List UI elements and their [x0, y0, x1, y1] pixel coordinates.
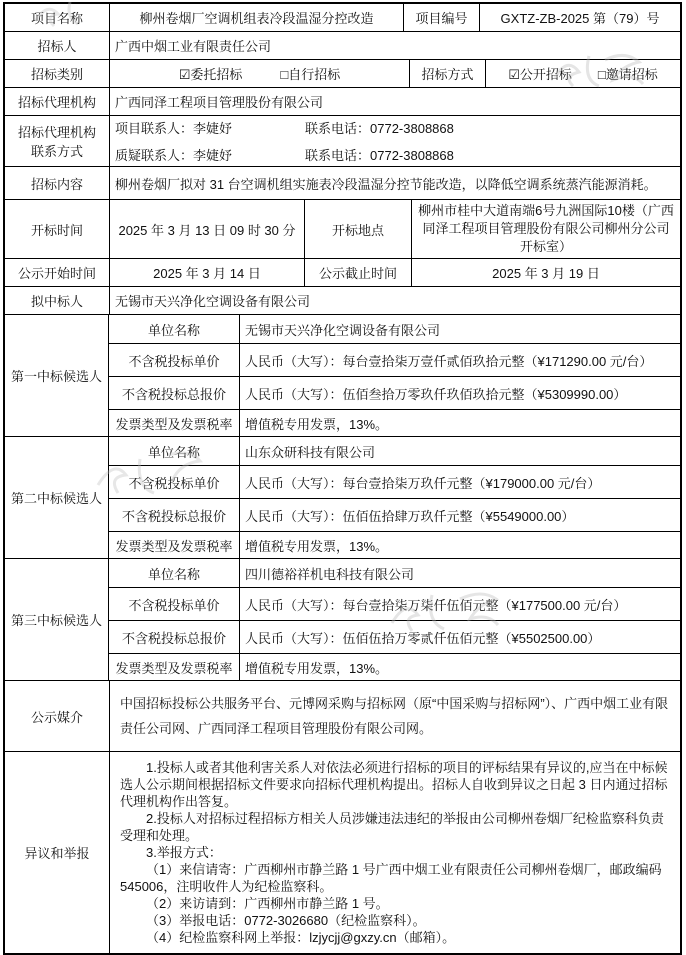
candidate-3-total-price-value: 人民币（大写）：伍佰伍拾万零贰仟伍佰元整（¥5502500.00）	[245, 630, 601, 646]
tenderer-value: 广西中烟工业有限责任公司	[109, 32, 680, 59]
candidate-2-company-value: 山东众研科技有限公司	[245, 444, 376, 460]
candidate-3-row-invoice	[109, 653, 680, 680]
candidate-2-row-total-price	[109, 498, 680, 531]
candidate-1-company-label: 单位名称	[109, 315, 240, 343]
bid-content-label: 招标内容	[30, 176, 83, 192]
opening-time-label: 开标时间	[30, 222, 83, 238]
row-objection-report	[5, 751, 680, 953]
bid-content-value: 柳州卷烟厂拟对 31 台空调机组实施表冷段温湿分控节能改造，以降低空调系统蒸汽能源消耗。	[109, 167, 680, 199]
project-name-value: 柳州卷烟厂空调机组表冷段温湿分控改造	[109, 4, 403, 31]
opening-place-value: 柳州市桂中大道南端6号九洲国际10楼（广西同泽工程项目管理股份有限公司柳州分公司开标室）	[411, 200, 680, 258]
candidate-1-invoice-value: 增值税专用发票，13%。	[245, 416, 389, 432]
row-bid-content	[5, 166, 680, 199]
candidate-1-row-invoice	[109, 409, 680, 436]
candidate-2-row-unit-price	[109, 465, 680, 498]
publicity-start-value: 2025 年 3 月 14 日	[109, 259, 304, 286]
objection-paragraph-3: 3.举报方式：	[146, 845, 222, 860]
candidate-1-block	[5, 314, 680, 436]
category-options	[109, 60, 409, 87]
project-no-value: GXTZ-ZB-2025 第（79）号	[479, 4, 680, 31]
candidate-3-block	[5, 558, 680, 680]
agency-contact-label	[5, 116, 109, 166]
candidate-2-invoice-label: 发票类型及发票税率	[109, 532, 240, 558]
agency-value: 广西同泽工程项目管理股份有限公司	[109, 88, 680, 115]
tenderer-label: 招标人	[37, 39, 77, 54]
candidate-2-invoice-value: 增值税专用发票，13%。	[245, 538, 389, 554]
publicity-media-value	[109, 681, 680, 751]
candidate-2-row-company	[109, 437, 680, 465]
candidate-2-block	[5, 436, 680, 558]
agency-label: 招标代理机构	[17, 95, 96, 110]
objection-report-value	[109, 752, 680, 953]
candidate-3-company-value: 四川德裕祥机电科技有限公司	[245, 566, 415, 582]
checkbox-invited-bidding: □邀请招标	[597, 67, 658, 82]
candidate-1-unit-price-value: 人民币（大写）：每台壹拾柒万壹仟贰佰玖拾元整（¥171290.00 元/台）	[245, 353, 653, 369]
candidate-2-company-label: 单位名称	[109, 437, 240, 465]
proposed-winner-value: 无锡市天兴净化空调设备有限公司	[109, 287, 680, 314]
candidate-2-unit-price-value: 人民币（大写）：每台壹拾柒万玖仟元整（¥179000.00 元/台）	[245, 475, 601, 491]
agency-contact-value	[109, 116, 680, 166]
bid-publicity-table	[3, 2, 682, 955]
query-contact-person: 质疑联系人：李婕妤	[115, 148, 233, 163]
candidate-1-company-value: 无锡市天兴净化空调设备有限公司	[245, 322, 441, 338]
candidate-1-row-total-price	[109, 376, 680, 409]
method-options	[485, 60, 680, 87]
publicity-media-label: 公示媒介	[30, 709, 83, 725]
candidate-2-section-label: 第二中标候选人	[5, 437, 109, 558]
project-name-label: 项目名称	[30, 11, 83, 26]
candidate-3-total-price-label: 不含税投标总报价	[109, 621, 240, 653]
row-opening	[5, 199, 680, 258]
candidate-2-row-invoice	[109, 531, 680, 558]
candidate-1-unit-price-label: 不含税投标单价	[109, 344, 240, 376]
candidate-3-row-total-price	[109, 620, 680, 653]
opening-time-value: 2025 年 3 月 13 日 09 时 30 分	[109, 200, 304, 258]
candidate-3-unit-price-value: 人民币（大写）：每台壹拾柒万柒仟伍佰元整（¥177500.00 元/台）	[245, 597, 627, 613]
candidate-2-unit-price-label: 不含税投标单价	[109, 466, 240, 498]
candidate-1-row-unit-price	[109, 343, 680, 376]
candidate-1-invoice-label: 发票类型及发票税率	[109, 410, 240, 436]
method-label: 招标方式	[409, 60, 485, 87]
project-no-label: 项目编号	[403, 4, 479, 31]
candidate-2-total-price-label: 不含税投标总报价	[109, 499, 240, 531]
objection-paragraph-4: （1）来信请寄：广西柳州市静兰路 1 号广西中烟工业有限责任公司柳州卷烟厂，邮政编码545006，注明收件人为纪检监察科。	[120, 862, 662, 894]
publicity-media-text: 中国招标投标公共服务平台、元博网采购与招标网（原“中国采购与招标网”）、广西中烟工业有限责任公司网、广西同泽工程项目管理股份有限公司网。	[120, 696, 669, 736]
row-proposed-winner	[5, 286, 680, 314]
category-label: 招标类别	[30, 67, 83, 82]
objection-report-label: 异议和举报	[24, 846, 90, 861]
checkbox-delegated-bidding: ☑委托招标	[178, 67, 243, 82]
publicity-end-value: 2025 年 3 月 19 日	[411, 259, 680, 286]
candidate-1-total-price-label: 不含税投标总报价	[109, 377, 240, 409]
row-publicity-media	[5, 680, 680, 751]
project-contact-person: 项目联系人：李婕妤	[115, 121, 233, 136]
checkbox-open-bidding: ☑公开招标	[508, 67, 572, 82]
query-contact-phone: 联系电话：0772-3808868	[305, 148, 454, 163]
publicity-end-label: 公示截止时间	[304, 259, 411, 286]
candidate-2-total-price-value: 人民币（大写）：伍佰伍拾肆万玖仟元整（¥5549000.00）	[245, 508, 575, 524]
opening-place-label: 开标地点	[304, 200, 411, 258]
row-agency	[5, 87, 680, 115]
candidate-3-invoice-value: 增值税专用发票，13%。	[245, 660, 389, 676]
objection-paragraph-1: 1.投标人或者其他利害关系人对依法必须进行招标的项目的评标结果有异议的,应当在中标候选人公示期间根据招标文件要求向招标代理机构提出。招标人自收到异议之日起 3 日内通过招标代理机构作出答复。	[120, 760, 668, 809]
publicity-start-label: 公示开始时间	[17, 266, 96, 281]
row-publicity-dates	[5, 258, 680, 286]
candidate-3-unit-price-label: 不含税投标单价	[109, 588, 240, 620]
objection-paragraph-5: （2）来访请到：广西柳州市静兰路 1 号。	[146, 896, 389, 911]
objection-paragraph-7: （4）纪检监察科网上举报：lzjycjj@gxzy.cn（邮箱）。	[146, 930, 456, 945]
proposed-winner-label: 拟中标人	[30, 294, 83, 309]
row-tenderer	[5, 31, 680, 59]
row-category	[5, 59, 680, 87]
candidate-3-row-unit-price	[109, 587, 680, 620]
candidate-1-section-label: 第一中标候选人	[5, 315, 109, 436]
agency-contact-label-line1: 招标代理机构	[17, 125, 96, 140]
objection-paragraph-2: 2.投标人对招标过程招标方相关人员涉嫌违法违纪的举报由公司柳州卷烟厂纪检监察科负责受理和处理。	[120, 811, 664, 843]
candidate-3-invoice-label: 发票类型及发票税率	[109, 654, 240, 680]
project-contact-phone: 联系电话：0772-3808868	[305, 121, 454, 136]
candidate-1-total-price-value: 人民币（大写）：伍佰叁拾万零玖仟玖佰玖拾元整（¥5309990.00）	[245, 386, 627, 402]
candidate-3-section-label: 第三中标候选人	[5, 559, 109, 680]
candidate-3-row-company	[109, 559, 680, 587]
row-project	[5, 4, 680, 31]
checkbox-self-bidding: □自行招标	[280, 67, 341, 82]
candidate-3-company-label: 单位名称	[109, 559, 240, 587]
objection-paragraph-6: （3）举报电话：0772-3026680（纪检监察科）。	[146, 913, 426, 928]
row-agency-contact	[5, 115, 680, 166]
agency-contact-label-line2: 联系方式	[30, 144, 83, 159]
candidate-1-row-company	[109, 315, 680, 343]
